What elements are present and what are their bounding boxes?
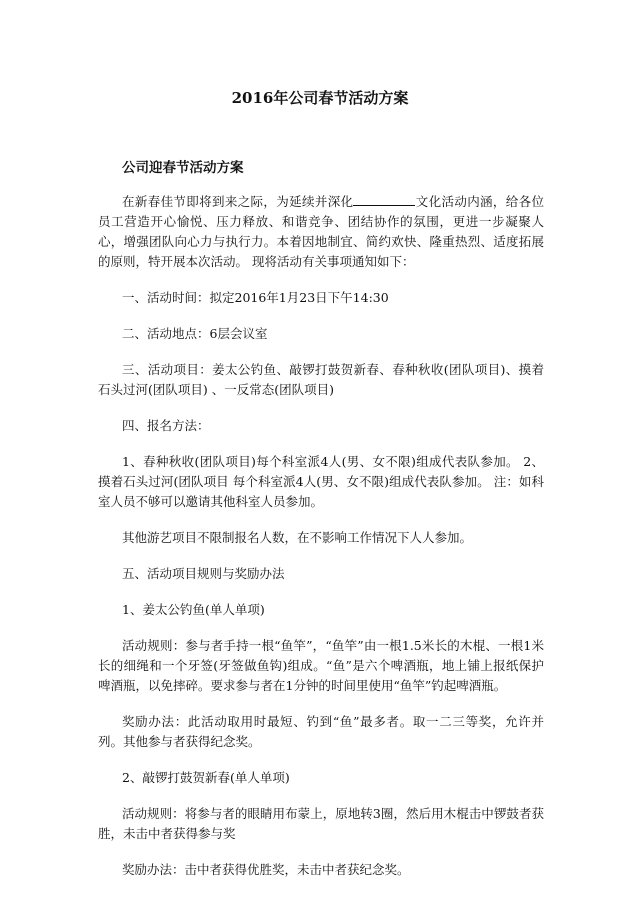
rules-heading: 五、活动项目规则与奖励办法: [122, 566, 285, 581]
activity-items: 三、活动项目：姜太公钓鱼、敲锣打鼓贺新春、春种秋收(团队项目)、摸着石头过河(团队项目) 、一反常态(团队项目): [98, 362, 544, 397]
intro-paragraph: [98, 192, 544, 272]
document-subtitle: 公司迎春节活动方案: [122, 160, 244, 176]
intro-text-start: 在新春佳节即将到来之际，为延续并深化: [122, 194, 354, 209]
activity-time: 一、活动时间：拟定2016年1月23日下午14:30: [122, 290, 389, 305]
registration-heading: 四、报名方法：: [122, 418, 210, 433]
game-1-heading: 1、姜太公钓鱼(单人单项): [122, 602, 265, 617]
activity-location: 二、活动地点：6层会议室: [122, 326, 268, 341]
document-body: [98, 192, 544, 896]
game-2-rewards: 奖励办法：击中者获得优胜奖，未击中者获纪念奖。: [122, 862, 410, 877]
game-1-rules: 活动规则：参与者手持一根“鱼竿”，“鱼竿”由一根1.5米长的木棍、一根1米长的细绳和一个牙签(牙签做鱼钩)组成。“鱼”是六个啤酒瓶，地上铺上报纸保护啤酒瓶，以免摔碎。要求参与者在1分钟的时间里使用“鱼竿”钓起啤酒瓶。: [98, 638, 544, 693]
document-title: 2016年公司春节活动方案: [231, 89, 409, 107]
intro-text-end: 文化活动内涵，给各位员工营造开心愉悦、压力释放、和谐竞争、团结协作的氛围，更进一步凝聚人心，增强团队向心力与执行力。本着因地制宜、简约欢快、隆重热烈、适度拓展的原则，特开展本次活动。 现将活动有关事项通知如下：: [98, 194, 544, 269]
fill-in-blank: [353, 193, 415, 206]
game-2-heading: 2、敲锣打鼓贺新春(单人单项): [122, 770, 290, 785]
other-games-note: 其他游艺项目不限制报名人数，在不影响工作情况下人人参加。: [122, 530, 473, 545]
game-1-rewards: 奖励办法：此活动取用时最短、钓到“鱼”最多者。取一二三等奖，允许并列。其他参与者获得纪念奖。: [98, 714, 544, 749]
game-2-rules: 活动规则：将参与者的眼睛用布蒙上，原地转3圈，然后用木棍击中锣鼓者获胜，未击中者获得参与奖: [98, 806, 544, 841]
registration-details: 1、春种秋收(团队项目)每个科室派4人(男、女不限)组成代表队参加。 2、摸着石头过河(团队项目 每个科室派4人(男、女不限)组成代表队参加。 注：如科室人员不够可以邀请其他科室人员参加。: [98, 454, 544, 509]
